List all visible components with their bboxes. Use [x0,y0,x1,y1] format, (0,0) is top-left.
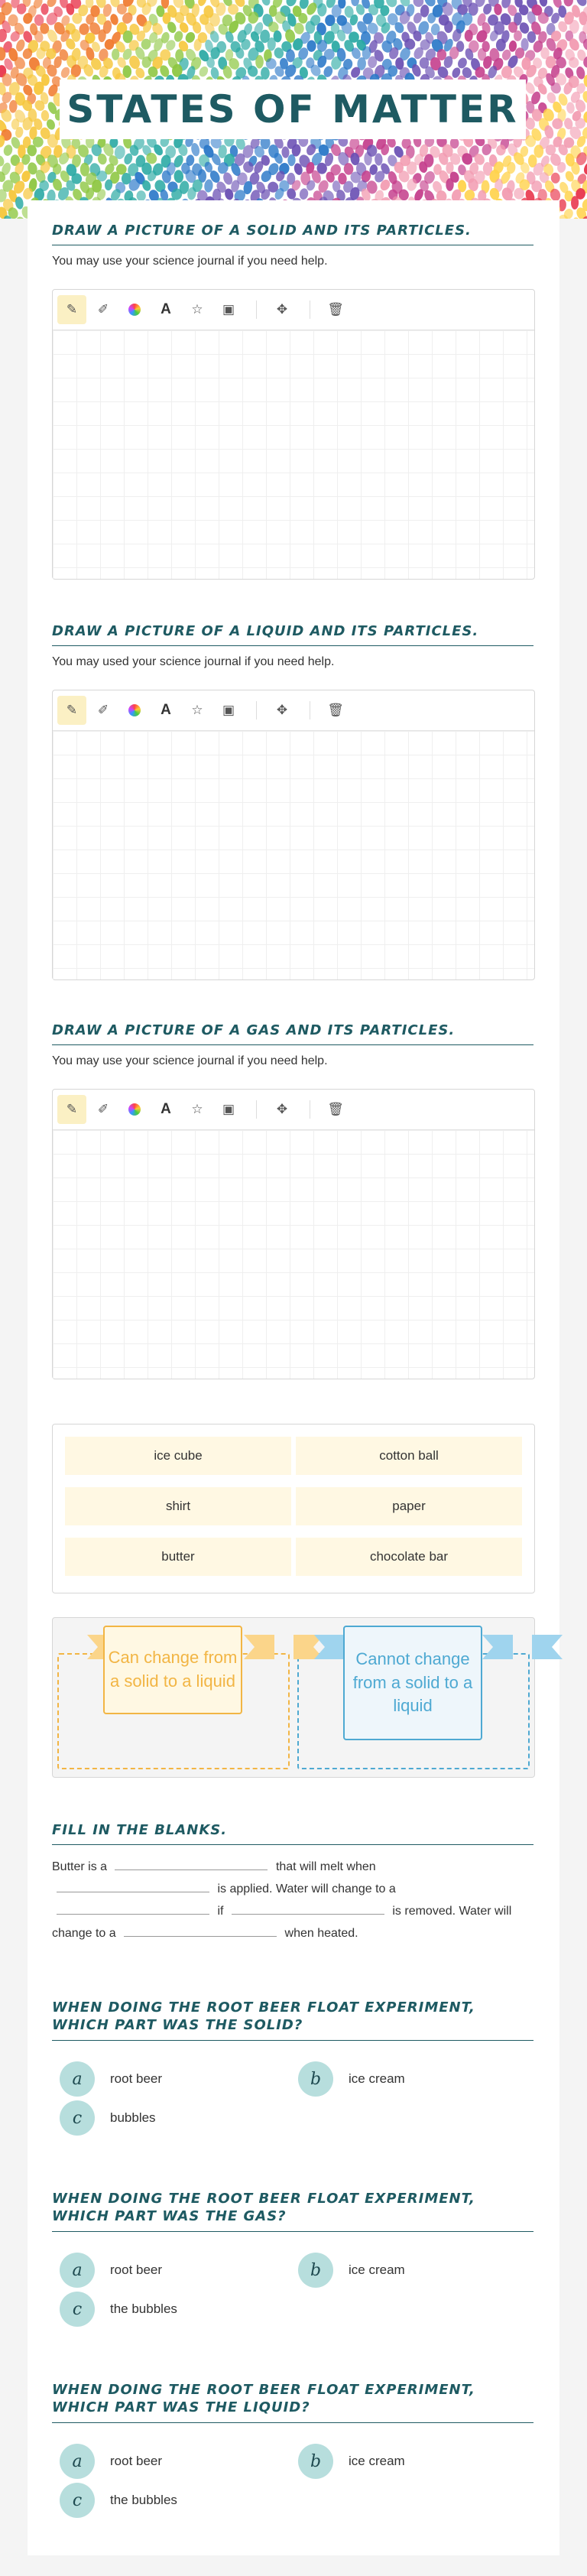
section-heading: FILL IN THE BLANKS. [52,1821,533,1845]
blank-input[interactable] [57,1878,209,1892]
trash-icon[interactable]: 🗑 [327,302,344,317]
trash-icon[interactable]: 🗑 [327,1102,344,1116]
drawing-canvas[interactable] [52,289,535,580]
option-text: bubbles [110,2110,156,2125]
section-heading: DRAW A PICTURE OF A GAS AND ITS PARTICLES. [52,1022,533,1045]
sort-chip[interactable]: paper [296,1487,522,1525]
drawing-canvas[interactable] [52,1089,535,1379]
page-title: STATES OF MATTER [66,87,519,132]
draw-solid-section [52,222,533,317]
header-banner [0,0,587,219]
canvas-grid[interactable] [53,1130,534,1379]
answer-option[interactable] [60,2292,177,2327]
color-wheel-icon[interactable] [120,696,149,725]
blank-input[interactable] [232,1900,384,1915]
watercolor-spot [203,179,213,193]
highlighter-icon[interactable]: ✐ [97,1102,109,1116]
option-letter: a [60,2253,95,2288]
move-icon[interactable]: ✥ [276,703,288,717]
fill-blanks-text [52,1856,533,1944]
color-wheel-icon[interactable] [120,1095,149,1124]
move-icon[interactable]: ✥ [276,1102,288,1116]
watercolor-spot [41,3,48,15]
sort-chip[interactable]: shirt [65,1487,291,1525]
option-letter: b [298,2061,333,2097]
section-heading: DRAW A PICTURE OF A SOLID AND ITS PARTICLES. [52,222,533,245]
watercolor-spot [41,110,49,122]
sentence-part: that will melt when [275,1860,376,1874]
image-icon[interactable]: ▣ [222,703,235,717]
question-heading: WHEN DOING THE ROOT BEER FLOAT EXPERIMENT, WHICH PART WAS THE LIQUID? [52,2381,533,2423]
answer-option[interactable] [60,2444,162,2479]
text-icon[interactable]: A [161,1101,171,1117]
answer-option[interactable] [60,2253,162,2288]
option-text: ice cream [349,2263,405,2277]
answer-option[interactable] [60,2100,156,2136]
answer-option[interactable] [298,2444,405,2479]
watercolor-spot [566,102,575,114]
text-icon[interactable]: A [161,301,171,317]
sort-chip[interactable]: ice cube [65,1437,291,1475]
blank-input[interactable] [124,1922,277,1937]
pencil-icon[interactable]: ✎ [57,295,86,324]
trash-icon[interactable]: 🗑 [327,703,344,717]
pencil-icon[interactable]: ✎ [57,1095,86,1124]
watercolor-spot [533,145,543,158]
drawing-canvas[interactable] [52,690,535,980]
watercolor-spot [563,0,574,7]
pencil-icon[interactable]: ✎ [57,696,86,725]
watercolor-spot [2,144,14,157]
toolbar-divider [256,1100,257,1119]
toolbar-divider [256,701,257,720]
blank-input[interactable] [115,1856,268,1870]
answer-option[interactable] [298,2253,405,2288]
draw-liquid-section [52,622,533,718]
option-text: root beer [110,2454,163,2468]
worksheet [28,200,559,2555]
section-instructions: You may use your science journal if you need help. [52,255,328,268]
watercolor-spot [551,173,560,184]
drawing-toolbar [53,1090,534,1130]
watercolor-spot [465,30,473,42]
option-text: ice cream [349,2454,405,2468]
drawing-toolbar [53,690,534,731]
option-text: the bubbles [110,2493,177,2507]
category-label-cannot-change: Cannot change from a solid to a liquid [343,1626,482,1740]
option-letter: b [298,2253,333,2288]
section-instructions: You may used your science journal if you need help. [52,655,335,669]
sentence-part: is removed. Water will change to a [52,1905,512,1941]
sort-chip[interactable]: cotton ball [296,1437,522,1475]
question-heading: WHEN DOING THE ROOT BEER FLOAT EXPERIMENT, WHICH PART WAS THE GAS? [52,2190,533,2232]
section-heading: DRAW A PICTURE OF A LIQUID AND ITS PARTICLES. [52,622,533,646]
canvas-grid[interactable] [53,330,534,579]
title-box [60,80,526,139]
question-heading: WHEN DOING THE ROOT BEER FLOAT EXPERIMENT, WHICH PART WAS THE SOLID? [52,1999,533,2041]
toolbar-divider [256,300,257,319]
sentence-part: if [217,1905,224,1918]
sentence-part: Butter is a [52,1860,108,1874]
option-letter: b [298,2444,333,2479]
ribbon-decoration [244,1629,324,1664]
star-icon[interactable]: ☆ [191,1102,203,1116]
blank-input[interactable] [57,1900,209,1915]
watercolor-spot [261,0,271,7]
option-letter: a [60,2444,95,2479]
image-icon[interactable]: ▣ [222,302,235,317]
question-solid [52,1999,533,2128]
option-letter: c [60,2292,95,2327]
option-text: the bubbles [110,2302,177,2316]
move-icon[interactable]: ✥ [276,302,288,317]
section-instructions: You may use your science journal if you need help. [52,1054,328,1068]
option-letter: a [60,2061,95,2097]
watercolor-spot [281,146,290,158]
answer-option[interactable] [298,2061,405,2097]
star-icon[interactable]: ☆ [191,302,203,317]
watercolor-spot [306,40,316,52]
image-icon[interactable]: ▣ [222,1102,235,1116]
highlighter-icon[interactable]: ✐ [97,703,109,717]
category-board [52,1617,535,1778]
answer-option[interactable] [60,2061,162,2097]
watercolor-spot [375,153,383,166]
option-text: root beer [110,2263,163,2277]
option-letter: c [60,2100,95,2136]
ribbon-decoration [482,1629,563,1664]
sort-chip[interactable]: chocolate bar [296,1538,522,1576]
category-label-can-change: Can change from a solid to a liquid [103,1626,242,1714]
fill-blanks-section [52,1821,533,1944]
sort-items-bank [52,1424,535,1593]
question-liquid [52,2381,533,2510]
text-icon[interactable]: A [161,702,171,718]
draw-gas-section [52,1022,533,1117]
option-text: root beer [110,2071,163,2086]
drawing-toolbar [53,290,534,330]
color-wheel-icon[interactable] [120,295,149,324]
canvas-grid[interactable] [53,731,534,979]
option-text: ice cream [349,2071,405,2086]
question-gas [52,2190,533,2319]
sentence-part: when heated. [284,1927,358,1941]
watercolor-spot [299,187,310,200]
option-letter: c [60,2483,95,2518]
answer-option[interactable] [60,2483,177,2518]
sentence-part: is applied. Water will change to a [217,1882,396,1896]
sort-chip[interactable]: butter [65,1538,291,1576]
highlighter-icon[interactable]: ✐ [97,302,109,317]
star-icon[interactable]: ☆ [191,703,203,717]
